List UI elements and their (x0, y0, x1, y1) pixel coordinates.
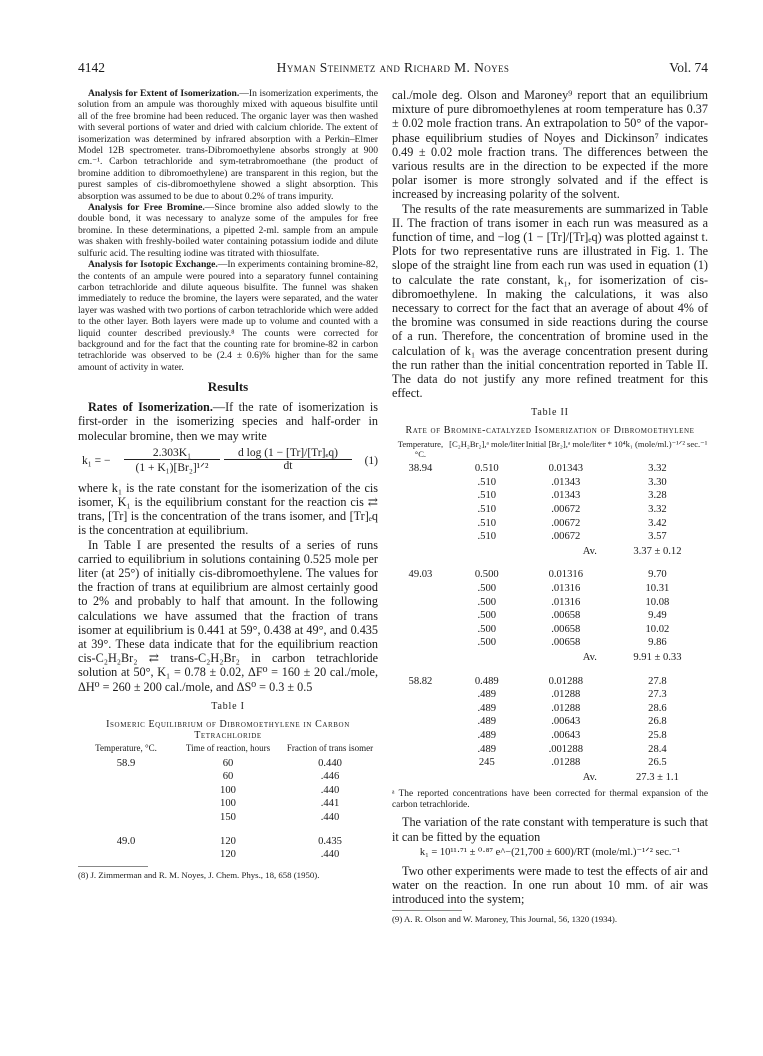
table-row (392, 568, 708, 582)
table-row (392, 636, 708, 650)
equation-numerator: 2.303K₁ (152, 446, 192, 459)
table2-caption: Rate of Bromine-catalyzed Isomerization of Dibromoethylene (405, 425, 695, 437)
table-row (392, 582, 708, 596)
table-row (392, 517, 708, 531)
running-title: Hyman Steinmetz and Richard M. Noyes (276, 60, 510, 75)
table-cell: .500 (477, 610, 497, 622)
table-row (392, 756, 708, 770)
table-cell: 28.4 (648, 743, 667, 755)
footnote-9: (9) A. R. Olson and W. Maroney, This Journal, 56, 1320 (1934). (392, 914, 618, 925)
table-cell: .500 (477, 637, 497, 649)
table-cell: 25.8 (648, 729, 667, 741)
table2 (392, 440, 708, 784)
average-label: Av. (582, 652, 597, 663)
table-cell: 49.0 (116, 835, 136, 847)
table-average-row (392, 544, 708, 559)
table-cell: 100 (220, 784, 236, 796)
paragraph-continuation: cal./mole deg. Olson and Maroney⁹ report that an equilibrium mixture of pure dibromoethylenes at room temperature has 0.37 ± 0.02 mole fraction trans. An extrapolation to 50° of the vapor-phase equilibrium studies of Noyes and Dickinson⁷ indicates 0.49 ± 0.02 mole fraction trans. The differences between the various results are in the direction to be expected if the more polar isomer is more strongly solvated and if the effect is increased by increasing polarity of the solvent. (392, 88, 708, 202)
table-cell: .510 (477, 476, 497, 488)
paragraph-isomerization-analysis (78, 88, 378, 202)
table-cell: .489 (477, 729, 497, 741)
table-cell: 3.57 (648, 531, 667, 543)
right-column (392, 88, 708, 925)
table-row (78, 770, 378, 784)
table-cell: .440 (320, 811, 340, 823)
footnote-divider (392, 910, 462, 911)
table-cell: 9.70 (648, 569, 667, 581)
table-cell: 120 (220, 849, 236, 861)
table-cell: .01288 (551, 689, 581, 701)
table1-header-cell: Temperature, °C. (95, 742, 157, 753)
table-cell: 60 (222, 771, 234, 783)
table-cell: 0.489 (474, 675, 499, 687)
table2-header-cell: * 10⁴k₁ (mole/ml.)⁻¹ᐟ² sec.⁻¹ (607, 439, 708, 450)
table-cell: 3.30 (648, 476, 667, 488)
footnote-8: (8) J. Zimmerman and R. M. Noyes, J. Chem. Phys., 18, 658 (1950). (78, 869, 320, 880)
table-cell: 10.31 (645, 583, 670, 595)
table-cell: .489 (477, 716, 497, 728)
table1-label: Table I (211, 700, 245, 712)
table-row (78, 835, 378, 849)
table-average-row (392, 770, 708, 785)
table-cell: .00672 (551, 531, 581, 543)
equation-fraction-1 (124, 447, 220, 474)
table-cell: 49.03 (408, 569, 433, 581)
table-cell: 0.440 (318, 757, 342, 769)
paragraph-temperature-variation: The variation of the rate constant with temperature is such that it can be fitted by the equation (392, 815, 708, 844)
table1 (78, 744, 378, 862)
average-value: 3.37 ± 0.12 (633, 545, 682, 557)
table-cell: .00643 (551, 729, 581, 741)
table-cell: 27.3 (648, 689, 667, 701)
table-cell: 9.49 (648, 610, 667, 622)
average-value: 27.3 ± 1.1 (635, 771, 679, 783)
table-cell: .510 (477, 504, 497, 516)
section-heading-results: Results (207, 379, 249, 395)
table2-header-cell: Initial [Br₂],ᵃ mole/liter (525, 439, 606, 450)
table-cell: .01316 (551, 596, 581, 608)
table-cell: 0.510 (474, 463, 499, 475)
table-row (392, 623, 708, 637)
table-cell: 26.5 (648, 757, 667, 769)
table1-header-cell: Fraction of trans isomer (286, 742, 374, 753)
table1-header-cell: Time of reaction, hours (185, 742, 271, 753)
table-cell: .440 (320, 784, 340, 796)
paragraph-text: —In experiments containing bromine-82, the contents of an ampule were poured into a separatory funnel containing carbon tetrachloride and dilute aqueous bisulfite. The funnel was shaken immediately to reduce the bromine, the layers were separated, and the water layer was washed with two portions of carbon tetrachloride which were added to the other layer. Both layers were made up to volume and counted with a liquid counter described previously.⁸ The counts were corrected for background and for the fact that the counting rate for bromine-82 in carbon tetrachloride was observed to be (2.4 ± 0.6)% higher than for the same amount of activity in water. (78, 259, 378, 373)
table-row (392, 702, 708, 716)
table-average-row (392, 650, 708, 665)
paragraph-isotopic-exchange (78, 259, 378, 373)
table-row (78, 811, 378, 825)
table-cell: 26.8 (648, 716, 667, 728)
paragraph-text: —In isomerization experiments, the solution from an ampule was thoroughly mixed with aqueous bisulfite until all of the free bromine had been reduced. The organic layer was then washed with several portions of water and dried with calcium chloride. The extent of isomerization was determined by infrared absorption with a Perkin–Elmer Model 12B spectrometer. trans-Dibromoethylene absorbs strongly at 900 cm.⁻¹. Carbon tetrachloride and sym-tetrabromoethane (the product of bromine addition to dibromoethylene) are transparent in this region, but the purest samples of cis-dibromoethylene showed a slight absorption. This absorption was assumed to be due to about 0.2% of trans impurity. (78, 88, 378, 202)
table1-caption: Isomeric Equilibrium of Dibromoethylene in Carbon Tetrachloride (106, 718, 350, 741)
equation-number: (1) (364, 454, 378, 467)
table-cell: .00672 (551, 504, 581, 516)
table-cell: 38.94 (408, 463, 433, 475)
table-cell: 0.01316 (548, 569, 583, 581)
equation-fraction-2 (224, 447, 352, 472)
table-row (392, 729, 708, 743)
paragraph-rates (78, 400, 378, 443)
table-row (392, 743, 708, 757)
table-cell: 9.86 (648, 637, 667, 649)
table-cell: .00658 (551, 637, 581, 649)
table-cell: 10.08 (645, 596, 670, 608)
table-cell: 3.42 (648, 517, 667, 529)
paragraph-text: —Since bromine also added slowly to the double bond, it was necessary to analyze some of the ampules for free bromine. In these determinations, a pipetted 2-ml. sample from an ampule was shaken with freshly-boiled water containing potassium iodide and dilute sulfuric acid. The resulting iodine was titrated with thiosulfate. (78, 202, 378, 259)
run-in-heading: Rates of Isomerization. (88, 400, 213, 415)
equation-denominator: dt (224, 459, 352, 472)
table-cell: .01343 (551, 490, 581, 502)
table-cell (78, 811, 174, 825)
table-cell: 3.32 (648, 504, 667, 516)
run-in-heading: Analysis for Free Bromine. (88, 202, 205, 214)
table-cell: 10.02 (645, 623, 670, 635)
table-cell: .00658 (551, 610, 581, 622)
table-row (392, 503, 708, 517)
table-cell: 0.01343 (548, 463, 583, 475)
table-cell: .446 (320, 771, 340, 783)
table-row (392, 476, 708, 490)
paragraph-rate-results: The results of the rate measurements are summarized in Table II. The fraction of trans isomer in each run was measured as a function of time, and −log (1 − [Tr]/[Tr]ₑq) was plotted against t. Plots for two representative runs are illustrated in Fig. 1. The slope of the straight line from each run was used in equation (1) to calculate the rate constant, k₁, for isomerization of cis-dibromoethylene. In making the calculations, it was also necessary to correct for the fact that an average of about 4% of the bromine was consumed in side reactions during the course of a run. Therefore, the concentration of bromine used in the calculation of k₁ was the average concentration present during the run rather than the initial concentration reported in Table II. The data do not justify any more refined treatment for this effect. (392, 201, 708, 401)
table-cell: .00672 (551, 517, 581, 529)
table-cell: .510 (477, 490, 497, 502)
table-cell: .00658 (551, 623, 581, 635)
table-cell: .489 (477, 689, 497, 701)
equation-denominator: (1 + K₁)[Br₂]¹ᐟ² (124, 459, 220, 474)
paragraph-table1-discussion: In Table I are presented the results of a series of runs carried to equilibrium in solutions containing 0.525 mole per liter (at 25°) of initially cis-dibromoethylene. The values for the fraction of trans at equilibrium are almost certainly good to 2% and probably to half that amount. In the following calculations we have assumed that the fraction of trans isomer at equilibrium is 0.441 at 59°, 0.438 at 49°, and 0.435 at 39°. These data indicate that for the equilibrium reaction cis-C₂H₂Br₂ ⇄ trans-C₂H₂Br₂ in carbon tetrachloride solution at 50°, K₁ = 0.78 ± 0.02, ΔF⁰ = 160 ± 20 cal./mole, ΔH⁰ = 260 ± 200 cal./mole, and ΔS⁰ = 0.3 ± 0.5 (78, 537, 378, 694)
table2-header-cell: Temperature, °C. (397, 439, 444, 459)
table-cell: .489 (477, 743, 497, 755)
table-cell: .01288 (551, 757, 581, 769)
table-cell: 27.8 (648, 675, 667, 687)
paragraph-air-water: Two other experiments were made to test the effects of air and water on the reaction. In one run about 10 mm. of air was introduced into the system; (392, 863, 708, 907)
paragraph-text: —If the rate of isomerization is first-order in the isomerizing species and half-order in molecular bromine, then we may write (78, 400, 379, 443)
table-cell: .441 (320, 798, 340, 810)
table-cell: 0.500 (474, 569, 499, 581)
table-cell: .500 (477, 583, 497, 595)
equation-lhs: k₁ = − (82, 454, 111, 467)
table-row (392, 530, 708, 544)
table-cell: 100 (220, 798, 236, 810)
table-cell: 120 (220, 835, 236, 847)
table-row (392, 489, 708, 503)
arrhenius-equation: k₁ = 10¹¹·⁷¹ ± ⁰·⁸⁷ e^−(21,700 ± 600)/RT (mole/ml.)⁻¹ᐟ² sec.⁻¹ (419, 846, 681, 858)
table-cell (78, 784, 174, 798)
table-cell: 0.01288 (548, 675, 583, 687)
table-cell: 150 (220, 811, 236, 823)
table-cell: .500 (477, 596, 497, 608)
table2-label: Table II (531, 407, 569, 419)
table2-header-cell: [C₂H₂Br₂],ᵃ mole/liter (449, 439, 525, 450)
table-cell: .440 (320, 849, 340, 861)
average-value: 9.91 ± 0.33 (633, 652, 682, 663)
table-cell: .489 (477, 702, 497, 714)
table-row (78, 848, 378, 862)
table-cell: .01343 (551, 476, 581, 488)
table1-header-row (78, 744, 378, 757)
table-cell: .001288 (548, 743, 583, 755)
equation-numerator: d log (1 − [Tr]/[Tr]ₑq) (238, 446, 338, 459)
volume-label: Vol. 74 (669, 60, 708, 75)
left-column (78, 88, 378, 880)
page-number: 4142 (78, 60, 105, 75)
average-label: Av. (582, 771, 597, 783)
table-cell: 3.32 (648, 463, 667, 475)
table-row (392, 462, 708, 476)
table-cell: 3.28 (648, 490, 667, 502)
table-row (392, 688, 708, 702)
table-cell: 0.435 (318, 835, 342, 847)
table-cell: 60 (222, 757, 234, 769)
average-label: Av. (582, 545, 597, 557)
table-cell (78, 797, 174, 811)
table2-footnote: ᵃ The reported concentrations have been corrected for thermal expansion of the carbon tetrachloride. (392, 789, 708, 811)
footnote-divider (78, 866, 148, 867)
table-cell: 58.82 (408, 675, 433, 687)
table-cell: .00643 (551, 716, 581, 728)
table-cell: .01288 (551, 702, 581, 714)
table-cell: 58.9 (116, 757, 136, 769)
table-cell (78, 848, 174, 862)
paragraph-where: where k₁ is the rate constant for the isomerization of the cis isomer, K₁ is the equilibrium constant for the reaction cis ⇄ trans, [Tr] is the concentration of the trans isomer, and [Tr]ₑq is the concentration at equilibrium. (78, 480, 378, 538)
table-row (78, 797, 378, 811)
table-cell: 245 (478, 757, 495, 769)
table-row (78, 757, 378, 771)
table-cell: .01316 (551, 583, 581, 595)
table2-header-row (392, 440, 708, 462)
table-row (392, 596, 708, 610)
table-cell (78, 770, 174, 784)
run-in-heading: Analysis for Extent of Isomerization. (88, 88, 240, 99)
table-row (392, 675, 708, 689)
table-row (392, 715, 708, 729)
table-cell: .500 (477, 623, 497, 635)
equation-1 (78, 447, 378, 477)
table-row (392, 609, 708, 623)
table-cell: 28.6 (648, 702, 667, 714)
table-cell: .510 (477, 531, 497, 543)
page-header (78, 60, 708, 80)
table-cell: .510 (477, 517, 497, 529)
paragraph-free-bromine (78, 202, 378, 259)
table-row (78, 784, 378, 798)
run-in-heading: Analysis for Isotopic Exchange. (88, 259, 218, 271)
